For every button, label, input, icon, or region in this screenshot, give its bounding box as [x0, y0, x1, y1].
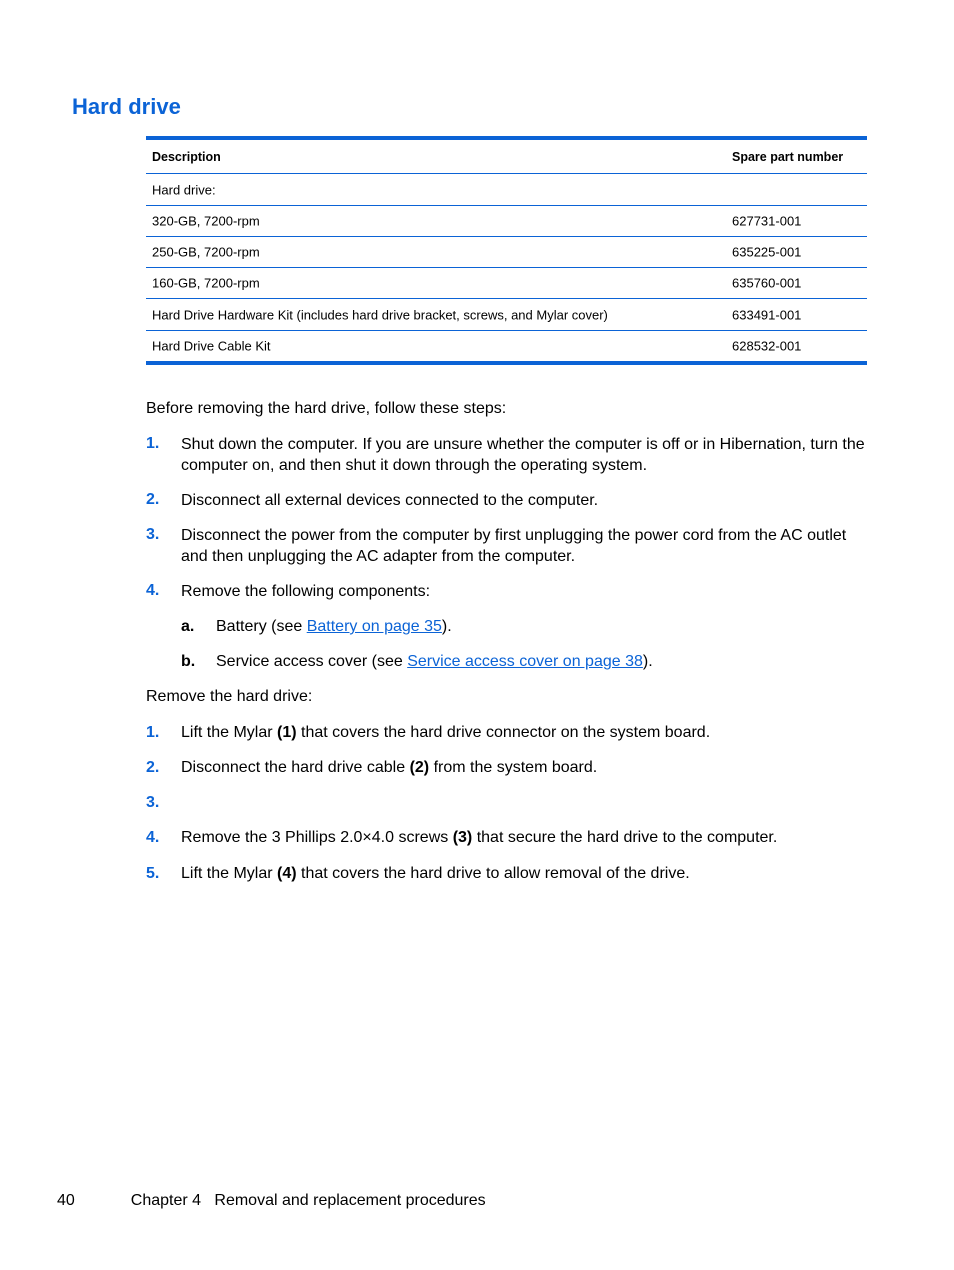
- step-text-prefix: Lift the Mylar: [181, 724, 278, 741]
- callout-number: (2): [409, 759, 430, 776]
- cell-description: 320-GB, 7200-rpm: [152, 213, 260, 229]
- callout-number: (1): [277, 724, 297, 741]
- cell-description: Hard Drive Hardware Kit (includes hard drive bracket, screws, and Mylar cover): [152, 307, 608, 322]
- cell-part-number: 635225-001: [732, 244, 802, 260]
- cell-part-number: 635760-001: [732, 275, 802, 291]
- substep-text: [216, 618, 452, 636]
- battery-link[interactable]: Battery on page 35: [306, 618, 442, 635]
- header-description: Description: [152, 149, 221, 164]
- substep-text: [216, 653, 653, 671]
- substep-letter: a.: [181, 618, 195, 635]
- step-text: Disconnect all external devices connected to the computer.: [181, 492, 599, 509]
- cell-description: 160-GB, 7200-rpm: [152, 275, 260, 291]
- step-number: 2.: [146, 491, 160, 508]
- step-number: 3.: [146, 794, 160, 811]
- step-text-prefix: Lift the Mylar: [181, 865, 278, 882]
- before-intro: Before removing the hard drive, follow these steps:: [146, 400, 507, 417]
- table-row: [146, 237, 867, 268]
- cell-description: Hard drive:: [152, 182, 216, 197]
- cell-part-number: 627731-001: [732, 213, 802, 229]
- table-row: [146, 331, 867, 361]
- callout-number: (4): [277, 865, 297, 882]
- page-title: Hard drive: [72, 94, 181, 119]
- step-number: 4.: [146, 582, 160, 599]
- step-text-prefix: Disconnect the hard drive cable: [181, 759, 410, 776]
- chapter-title: Chapter 4 Removal and replacement procedures: [130, 1192, 486, 1209]
- step-text-suffix: that covers the hard drive connector on the system board.: [296, 724, 711, 741]
- header-spare-part-number: Spare part number: [732, 149, 844, 164]
- step-text: Shut down the computer. If you are unsure whether the computer is off or in Hibernation, turn the computer on, and then shut it down through the operating system.: [181, 436, 865, 474]
- page-number: 40: [57, 1192, 75, 1209]
- cell-description: Hard Drive Cable Kit: [152, 338, 271, 354]
- step-number: 5.: [146, 865, 160, 882]
- step-text-suffix: that covers the hard drive to allow removal of the drive.: [296, 865, 690, 882]
- substep-text-prefix: Battery (see: [216, 618, 307, 635]
- step-text: [181, 759, 597, 777]
- step-number: 4.: [146, 829, 160, 846]
- spare-parts-table: [146, 136, 867, 365]
- step-text-suffix: that secure the hard drive to the computer.: [472, 829, 778, 846]
- step-text: Remove the following components:: [181, 583, 431, 600]
- table-row: [146, 299, 867, 331]
- cell-description: 250-GB, 7200-rpm: [152, 244, 260, 260]
- table-row: [146, 206, 867, 237]
- step-number: 2.: [146, 759, 160, 776]
- substep-text-suffix: ).: [441, 618, 452, 635]
- cell-part-number: 633491-001: [732, 307, 802, 322]
- cell-part-number: 628532-001: [732, 338, 802, 354]
- remove-intro: Remove the hard drive:: [146, 688, 313, 705]
- step-number: 1.: [146, 435, 160, 452]
- table-row: [146, 174, 867, 206]
- step-text: [181, 829, 777, 847]
- substep-text-suffix: ).: [642, 653, 653, 670]
- substep-letter: b.: [181, 653, 196, 670]
- step-text: [181, 724, 710, 742]
- step-number: 1.: [146, 724, 160, 741]
- step-text-prefix: Remove the 3 Phillips 2.0×4.0 screws: [181, 829, 453, 846]
- table-header-row: [146, 140, 867, 174]
- page-footer: [57, 1192, 486, 1210]
- service-access-cover-link[interactable]: Service access cover on page 38: [407, 653, 643, 670]
- step-text: Disconnect the power from the computer by first unplugging the power cord from the AC outlet and then unplugging the AC adapter from the computer.: [181, 527, 847, 565]
- step-number: 3.: [146, 526, 160, 543]
- substep-text-prefix: Service access cover (see: [216, 653, 408, 670]
- table-row: [146, 268, 867, 299]
- step-text-suffix: from the system board.: [429, 759, 598, 776]
- callout-number: (3): [452, 829, 473, 846]
- step-text: [181, 865, 690, 883]
